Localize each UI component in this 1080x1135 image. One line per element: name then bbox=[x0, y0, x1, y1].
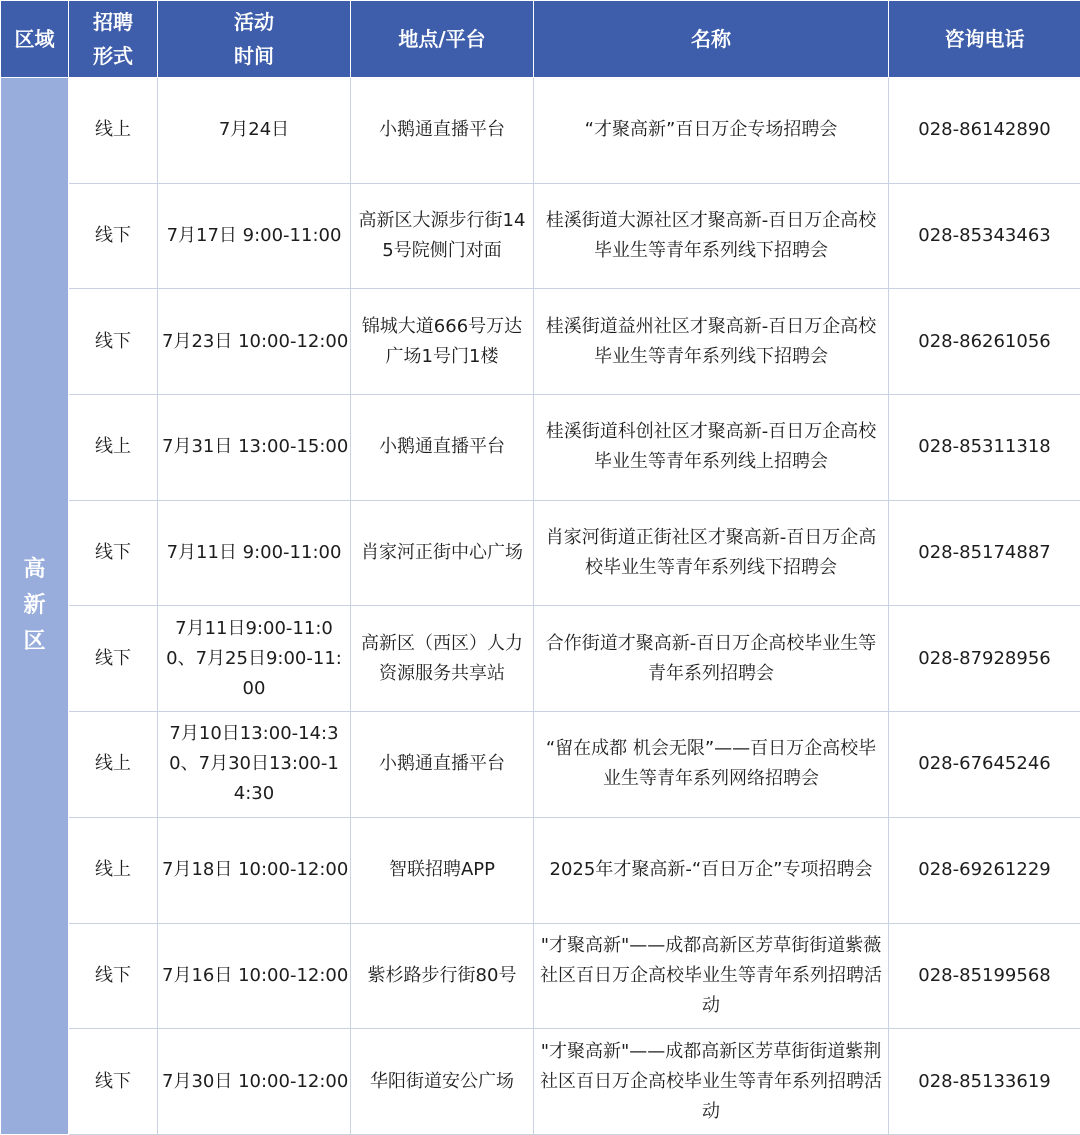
place-cell: 锦城大道666号万达广场1号门1楼 bbox=[351, 289, 534, 395]
phone-cell: 028-67645246 bbox=[889, 712, 1080, 818]
time-cell: 7月11日 9:00-11:00 bbox=[158, 500, 351, 606]
time-cell: 7月11日9:00-11:00、7月25日9:00-11:00 bbox=[158, 606, 351, 712]
phone-cell: 028-86142890 bbox=[889, 78, 1080, 184]
table-row bbox=[1, 923, 1080, 1029]
form-cell: 线下 bbox=[69, 183, 158, 289]
table-row bbox=[1, 500, 1080, 606]
header-region: 区域 bbox=[1, 1, 69, 78]
name-cell: 桂溪街道大源社区才聚高新-百日万企高校毕业生等青年系列线下招聘会 bbox=[534, 183, 889, 289]
header-name: 名称 bbox=[534, 1, 889, 78]
form-cell: 线上 bbox=[69, 712, 158, 818]
table-row bbox=[1, 817, 1080, 923]
place-cell: 华阳街道安公广场 bbox=[351, 1029, 534, 1135]
form-cell: 线下 bbox=[69, 923, 158, 1029]
phone-cell: 028-85311318 bbox=[889, 395, 1080, 501]
phone-cell: 028-85199568 bbox=[889, 923, 1080, 1029]
time-cell: 7月18日 10:00-12:00 bbox=[158, 817, 351, 923]
place-cell: 小鹅通直播平台 bbox=[351, 78, 534, 184]
place-cell: 小鹅通直播平台 bbox=[351, 395, 534, 501]
time-cell: 7月17日 9:00-11:00 bbox=[158, 183, 351, 289]
name-cell: "才聚高新"——成都高新区芳草街街道紫薇社区百日万企高校毕业生等青年系列招聘活动 bbox=[534, 923, 889, 1029]
header-time: 活动时间 bbox=[158, 1, 351, 78]
table-row bbox=[1, 183, 1080, 289]
phone-cell: 028-87928956 bbox=[889, 606, 1080, 712]
name-cell: 2025年才聚高新-“百日万企”专项招聘会 bbox=[534, 817, 889, 923]
region-cell: 高新区 bbox=[1, 78, 69, 1135]
form-cell: 线下 bbox=[69, 500, 158, 606]
place-cell: 小鹅通直播平台 bbox=[351, 712, 534, 818]
time-cell: 7月24日 bbox=[158, 78, 351, 184]
table-row bbox=[1, 606, 1080, 712]
name-cell: “才聚高新”百日万企专场招聘会 bbox=[534, 78, 889, 184]
time-cell: 7月30日 10:00-12:00 bbox=[158, 1029, 351, 1135]
table-row bbox=[1, 712, 1080, 818]
form-cell: 线下 bbox=[69, 606, 158, 712]
header-row bbox=[1, 1, 1080, 78]
name-cell: "才聚高新"——成都高新区芳草街街道紫荆社区百日万企高校毕业生等青年系列招聘活动 bbox=[534, 1029, 889, 1135]
phone-cell: 028-85343463 bbox=[889, 183, 1080, 289]
name-cell: 桂溪街道益州社区才聚高新-百日万企高校毕业生等青年系列线下招聘会 bbox=[534, 289, 889, 395]
place-cell: 高新区大源步行街145号院侧门对面 bbox=[351, 183, 534, 289]
form-cell: 线上 bbox=[69, 395, 158, 501]
time-cell: 7月23日 10:00-12:00 bbox=[158, 289, 351, 395]
place-cell: 智联招聘APP bbox=[351, 817, 534, 923]
phone-cell: 028-85174887 bbox=[889, 500, 1080, 606]
table-row bbox=[1, 78, 1080, 184]
header-phone: 咨询电话 bbox=[889, 1, 1080, 78]
place-cell: 高新区（西区）人力资源服务共享站 bbox=[351, 606, 534, 712]
header-place: 地点/平台 bbox=[351, 1, 534, 78]
form-cell: 线上 bbox=[69, 78, 158, 184]
form-cell: 线上 bbox=[69, 817, 158, 923]
form-cell: 线下 bbox=[69, 1029, 158, 1135]
header-form: 招聘形式 bbox=[69, 1, 158, 78]
name-cell: 合作街道才聚高新-百日万企高校毕业生等青年系列招聘会 bbox=[534, 606, 889, 712]
place-cell: 肖家河正街中心广场 bbox=[351, 500, 534, 606]
time-cell: 7月10日13:00-14:30、7月30日13:00-14:30 bbox=[158, 712, 351, 818]
name-cell: “留在成都 机会无限”——百日万企高校毕业生等青年系列网络招聘会 bbox=[534, 712, 889, 818]
phone-cell: 028-69261229 bbox=[889, 817, 1080, 923]
form-cell: 线下 bbox=[69, 289, 158, 395]
table-row bbox=[1, 1029, 1080, 1135]
table-row bbox=[1, 395, 1080, 501]
name-cell: 桂溪街道科创社区才聚高新-百日万企高校毕业生等青年系列线上招聘会 bbox=[534, 395, 889, 501]
time-cell: 7月31日 13:00-15:00 bbox=[158, 395, 351, 501]
name-cell: 肖家河街道正街社区才聚高新-百日万企高校毕业生等青年系列线下招聘会 bbox=[534, 500, 889, 606]
table-row bbox=[1, 289, 1080, 395]
time-cell: 7月16日 10:00-12:00 bbox=[158, 923, 351, 1029]
phone-cell: 028-86261056 bbox=[889, 289, 1080, 395]
place-cell: 紫杉路步行街80号 bbox=[351, 923, 534, 1029]
phone-cell: 028-85133619 bbox=[889, 1029, 1080, 1135]
